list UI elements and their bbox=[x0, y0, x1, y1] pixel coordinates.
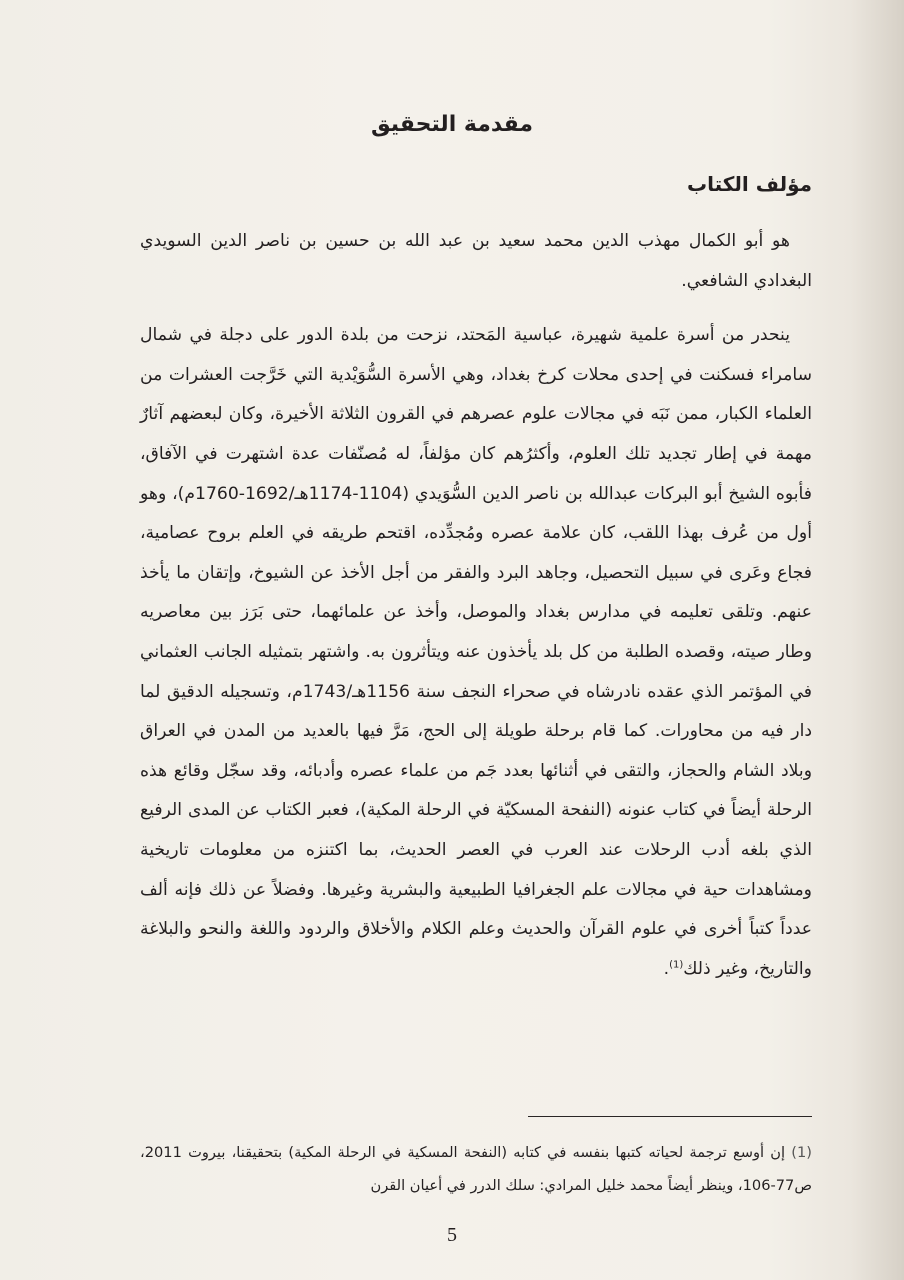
footnote-marker: (1) bbox=[791, 1144, 812, 1161]
footnote-separator bbox=[528, 1116, 812, 1117]
paragraph-end: . bbox=[663, 958, 670, 979]
footnote-paragraph bbox=[140, 1136, 812, 1202]
page-title: مقدمة التحقيق bbox=[370, 112, 534, 137]
footnote-text: إن أوسع ترجمة لحياته كتبها بنفسه في كتابه (النفحة المسكية في الرحلة المكية) بتحقيقنا، بيروت 2011، ص77-106، وينظر أيضاً محمد خليل المرادي: سلك الدرر في أعيان القرن bbox=[140, 1144, 812, 1194]
section-heading: مؤلف الكتاب bbox=[687, 172, 812, 196]
body-text bbox=[140, 222, 812, 989]
footnote-reference[interactable]: (1) bbox=[669, 958, 684, 970]
footnote bbox=[140, 1136, 812, 1202]
page-number: 5 bbox=[447, 1224, 457, 1246]
paragraph bbox=[140, 316, 812, 989]
paragraph: هو أبو الكمال مهذب الدين محمد سعيد بن عبد الله بن حسين بن ناصر الدين السويدي البغدادي الشافعي. bbox=[140, 231, 812, 291]
paragraph-text: ينحدر من أسرة علمية شهيرة، عباسية المَحتد، نزحت من بلدة الدور على دجلة في شمال سامراء فسكنت في إحدى محلات كرخ بغداد، وهي الأسرة السُّوَيْدية التي خَرَّجت العشرات من العلماء الكبار، ممن نَبَه في مجالات علوم عصرهم في القرون الثلاثة الأخيرة، وكان لبعضهم آثارٌ مهمة في إطار تجديد تلك العلوم، وأكثرُهم كان مؤلفاً، له مُصنّفات عدة اشتهرت في الآفاق، فأبوه الشيخ أبو البركات عبدالله بن ناصر الدين السُّوَيدي (1104-1174هـ/1692-1760م)، وهو أول من عُرف بهذا اللقب، كان علامة عصره ومُجدِّده، اقتحم طريقه في العلم بروح عصامية، فجاع وعَرى في سبيل التحصيل، وجاهد البرد والفقر من أجل الأخذ عن الشيوخ، وإتقان ما يأخذ عنهم. وتلقى تعليمه في مدارس بغداد والموصل، وأخذ عن علمائهما، حتى بَرَز بين معاصريه وطار صيته، وقصده الطلبة من كل بلد يأخذون عنه ويتأثرون به. واشتهر بتمثيله الجانب العثماني في المؤتمر الذي عقده نادرشاه في صحراء النجف سنة 1156هـ/1743م، وتسجيله الدقيق لما دار فيه من محاورات. كما قام برحلة طويلة إلى الحج، مَرَّ فيها بالعديد من المدن في العراق وبلاد الشام والحجاز، والتقى في أثنائها بعدد جَم من علماء عصره وأدبائه، وقد سجّل وقائع هذه الرحلة أيضاً في كتاب عنونه (النفحة المسكيّة في الرحلة المكية)، فعبر الكتاب عن المدى الرفيع الذي بلغه أدب الرحلات عند العرب في العصر الحديث، بما اكتنزه من معلومات تاريخية ومشاهدات حية في مجالات علم الجغرافيا الطبيعية والبشرية وغيرها. وفضلاً عن ذلك فإنه ألف عدداً كتباً أخرى في علوم القرآن والحديث وعلم الكلام والأخلاق والردود واللغة والنحو والبلاغة والتاريخ، وغير ذلك bbox=[140, 325, 812, 979]
